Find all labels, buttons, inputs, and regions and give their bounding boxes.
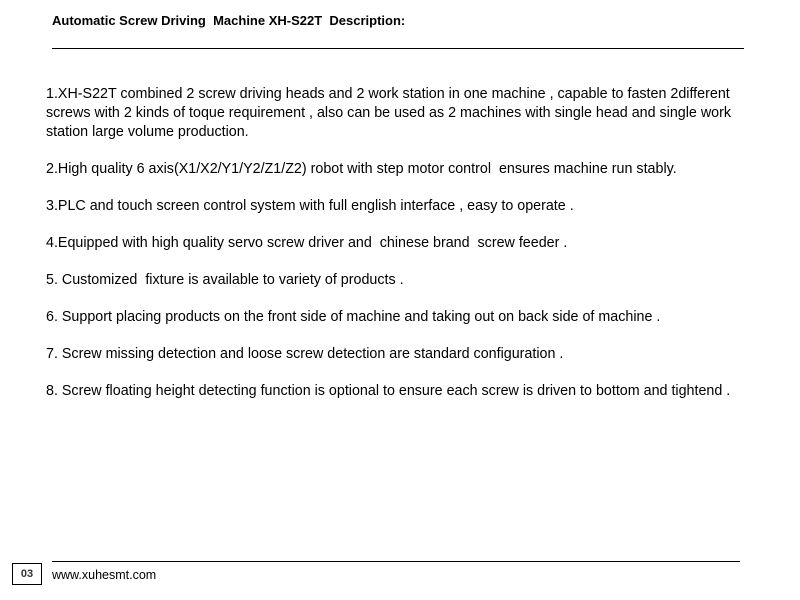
description-item-1: 1.XH-S22T combined 2 screw driving heads and 2 work station in one machine , capable to fasten 2different screws with 2 kinds of toque requirement , also can be used as 2 machines with single head and single work station large volume production. bbox=[46, 86, 736, 140]
description-list bbox=[46, 85, 758, 419]
description-item-4: 4.Equipped with high quality servo screw driver and chinese brand screw feeder . bbox=[46, 235, 568, 251]
description-item-7: 7. Screw missing detection and loose screw detection are standard configuration . bbox=[46, 346, 564, 362]
footer-divider bbox=[52, 561, 740, 562]
page-number-badge: 03 bbox=[12, 563, 42, 585]
footer-website: www.xuhesmt.com bbox=[52, 568, 157, 582]
description-item-6: 6. Support placing products on the front side of machine and taking out on back side of machine . bbox=[46, 309, 661, 325]
description-item-5: 5. Customized fixture is available to variety of products . bbox=[46, 272, 404, 288]
description-item-8: 8. Screw floating height detecting function is optional to ensure each screw is driven to bottom and tightend . bbox=[46, 383, 731, 399]
page-title: Automatic Screw Driving Machine XH-S22T Description: bbox=[52, 13, 406, 28]
description-item-2: 2.High quality 6 axis(X1/X2/Y1/Y2/Z1/Z2) robot with step motor control ensures machine run stably. bbox=[46, 161, 677, 177]
description-item-3: 3.PLC and touch screen control system with full english interface , easy to operate . bbox=[46, 198, 574, 214]
title-divider bbox=[52, 48, 744, 49]
